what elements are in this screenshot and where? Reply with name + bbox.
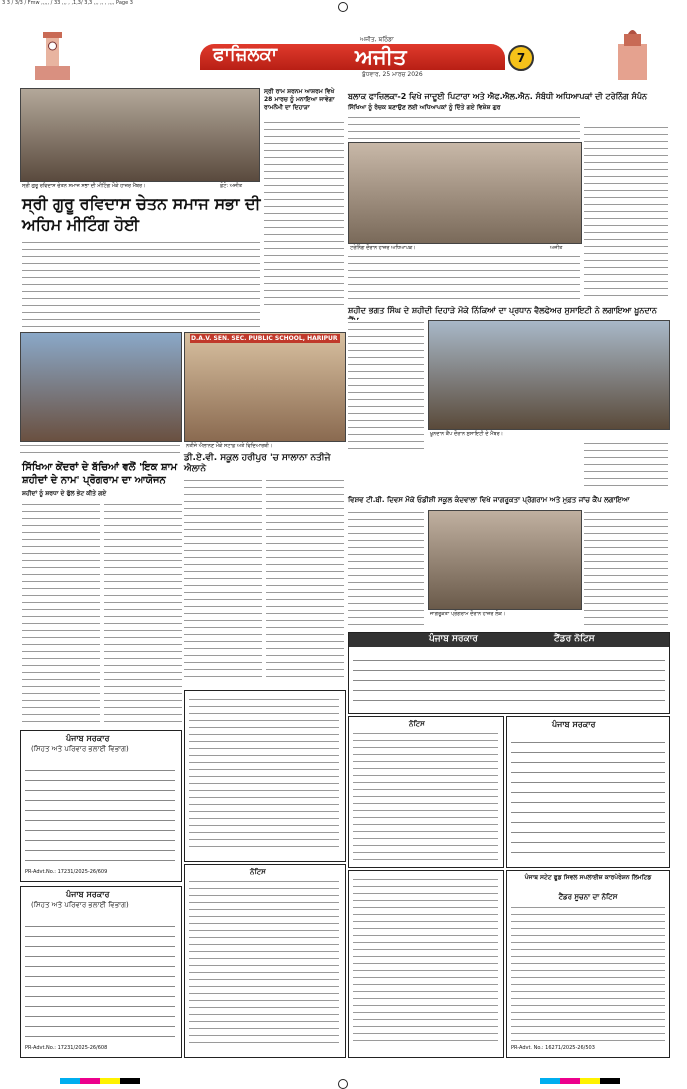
print-slug: 3 3 / 3/3 / Fmw ,,,,, / 33 ,,, , ,1,3/ 3,3 ,,, ,, , ,,,, Page 3 <box>2 0 133 6</box>
photo-caption: ਟਰੇਨਿੰਗ ਦੌਰਾਨ ਹਾਜ਼ਰ ਅਧਿਆਪਕ। <box>350 245 416 251</box>
story-headline: ਸ੍ਰੀ ਰਾਮ ਸ਼ਰਨਮ ਆਸ਼ਰਮ ਵਿਖੇ 28 ਮਾਰਚ ਨੂੰ ਮਨਾਇਆ ਜਾਵੇਗਾ ਰਾਮਨੌਮੀ ਦਾ ਦਿਹਾੜਾ <box>264 88 335 111</box>
tender-table <box>353 651 665 707</box>
ad-department: (ਸਿਹਤ ਅਤੇ ਪਰਿਵਾਰ ਭਲਾਈ ਵਿਭਾਗ) <box>31 901 129 909</box>
ad-table <box>25 917 175 1037</box>
story-body <box>20 443 180 457</box>
health-ad <box>20 886 182 1058</box>
notice-ad <box>348 716 504 868</box>
clock-tower-illustration <box>30 26 75 84</box>
right-ad <box>506 716 670 868</box>
story-body <box>584 441 668 491</box>
health-ad <box>20 730 182 882</box>
notice-ad <box>348 870 504 1058</box>
photo-caption: ਸ੍ਰੀ ਗੁਰੂ ਰਵਿਦਾਸ ਚੇਤਨ ਸਮਾਜ ਸਭਾ ਦੀ ਮੀਟਿੰਗ ਮੌਕੇ ਹਾਜ਼ਰ ਮੈਂਬਰ। <box>22 183 146 189</box>
notice-ad <box>184 864 346 1058</box>
ad-title: ਪੰਜਾਬ ਸਟੇਟ ਫੂਡ ਸਿਵਲ ਸਪਲਾਈਜ਼ ਕਾਰਪੋਰੇਸ਼ਨ ਲਿਮਟਿਡ <box>524 874 652 881</box>
photo-credit: ਫ਼ੋਟੋ: ਅਜੀਤ <box>220 183 243 189</box>
story-body <box>584 125 668 300</box>
ad-pr-number: PR-Advt.No.: 17231/2025-26/608 <box>25 1045 108 1051</box>
tender-ad-title: ਪੰਜਾਬ ਸਰਕਾਰ <box>429 634 478 644</box>
ad-subtitle: ਟੈਂਡਰ ਸੂਚਨਾ ਦਾ ਨੋਟਿਸ <box>558 893 618 901</box>
story-photo <box>428 320 670 430</box>
story-headline: ਵਿਸ਼ਵ ਟੀ.ਬੀ. ਦਿਵਸ ਮੌਕੇ ਓਡੀਸ਼ੀ ਸਕੂਲ ਕੰਦਵਾਲਾ ਵਿਖੇ ਜਾਗਰੂਕਤਾ ਪ੍ਰੋਗਰਾਮ ਅਤੇ ਮੁਫ਼ਤ ਜਾਂਚ ਕੈਂਪ ਲਗਾਇਆ <box>348 496 630 504</box>
ad-government: ਪੰਜਾਬ ਸਰਕਾਰ <box>552 720 596 729</box>
story-photo <box>184 332 346 442</box>
story-body <box>182 240 260 330</box>
masthead-paper-title: ਅਜੀਤ <box>355 44 407 69</box>
story-body <box>104 502 182 727</box>
color-bar <box>60 1078 140 1084</box>
ad-government: ਪੰਜਾਬ ਸਰਕਾਰ <box>66 890 110 899</box>
masthead-subtitle: ਅਜੀਤ, ਬਠਿੰਡਾ <box>360 36 394 43</box>
story-body <box>184 478 262 678</box>
photo-caption: ਨਤੀਜੇ ਐਲਾਨਣ ਮੌਕੇ ਸਟਾਫ਼ ਅਤੇ ਵਿਦਿਆਰਥੀ। <box>186 443 273 449</box>
story-photo <box>348 142 582 244</box>
ad-table <box>25 761 175 861</box>
school-banner: D.A.V. SEN. SEC. PUBLIC SCHOOL, HARIPUR <box>190 334 340 343</box>
story-headline: ਬਲਾਕ ਫਾਜ਼ਿਲਕਾ-2 ਵਿਖੇ ਜਾਦੂਈ ਪਿਟਾਰਾ ਅਤੇ ਐਫ.ਐਲ.ਐਨ. ਸੰਬੰਧੀ ਅਧਿਆਪਕਾਂ ਦੀ ਟਰੇਨਿੰਗ ਸੰਪੰਨ <box>348 92 647 101</box>
story-headline: ਸਿੱਖਿਆ ਕੇਂਦਰਾਂ ਦੇ ਬੱਚਿਆਂ ਵਲੋਂ 'ਇਕ ਸ਼ਾਮ ਸ਼ਹੀਦਾਂ ਦੇ ਨਾਮ' ਪ੍ਰੋਗਰਾਮ ਦਾ ਆਯੋਜਨ <box>22 462 178 486</box>
story-body <box>584 510 668 628</box>
story-headline: ਸ਼ਹੀਦ ਭਗਤ ਸਿੰਘ ਦੇ ਸ਼ਹੀਦੀ ਦਿਹਾੜੇ ਮੌਕੇ ਨਿੱਕਿਆਂ ਦਾ ਪ੍ਰਧਾਨ ਵੈਲਫੇਅਰ ਸੁਸਾਇਟੀ ਨੇ ਲਗਾਇਆ ਖ਼ੂਨਦਾਨ <box>348 306 657 315</box>
ad-government: ਪੰਜਾਬ ਸਰਕਾਰ <box>66 734 110 743</box>
story-photo <box>20 332 182 442</box>
tender-ad <box>348 632 670 714</box>
story-body <box>348 254 580 300</box>
masthead-date: ਬੁੱਧਵਾਰ, 25 ਮਾਰਚ 2026 <box>362 71 423 78</box>
ad-pr-number: PR-Advt.No.: 17231/2025-26/609 <box>25 869 108 875</box>
story-photo <box>428 510 582 610</box>
notice-title: ਨੋਟਿਸ <box>250 868 266 876</box>
registration-mark <box>338 2 348 12</box>
tender-ad-notice: ਟੈਂਡਰ ਨੋਟਿਸ <box>554 634 595 644</box>
ad-pr-number: PR-Advt. No.: 16271/2025-26/503 <box>511 1045 595 1051</box>
story-body <box>22 502 100 727</box>
photo-credit: ਅਜੀਤ <box>550 245 563 251</box>
fort-illustration <box>610 26 655 84</box>
story-body <box>348 320 424 450</box>
photo-caption: ਜਾਗਰੂਕਤਾ ਪ੍ਰੋਗਰਾਮ ਦੌਰਾਨ ਹਾਜ਼ਰ ਲੋਕ। <box>430 611 506 617</box>
story-subhead: ਸ਼ਹੀਦਾਂ ਨੂੰ ਸ਼ਰਧਾ ਦੇ ਫੁੱਲ ਭੇਟ ਕੀਤੇ ਗਏ <box>22 490 107 497</box>
photo-caption: ਖ਼ੂਨਦਾਨ ਕੈਂਪ ਦੌਰਾਨ ਸੁਸਾਇਟੀ ਦੇ ਮੈਂਬਰ। <box>430 431 504 437</box>
story-headline: ਡੀ.ਏ.ਵੀ. ਸਕੂਲ ਹਰੀਪੁਰ 'ਚ ਸਾਲਾਨਾ ਨਤੀਜੇ ਐਲਾਨੇ <box>184 453 331 474</box>
story-body <box>348 510 424 628</box>
notice-ad <box>184 690 346 862</box>
story-body <box>266 478 344 678</box>
right-ad <box>506 870 670 1058</box>
story-subhead: ਸਿੱਖਿਆ ਨੂੰ ਰੋਚਕ ਬਣਾਉਣ ਲਈ ਅਧਿਆਪਕਾਂ ਨੂੰ ਦਿੱਤੇ ਗਏ ਵਿਸ਼ੇਸ਼ ਗੁਰ <box>348 104 501 111</box>
ad-department: (ਸਿਹਤ ਅਤੇ ਪਰਿਵਾਰ ਭਲਾਈ ਵਿਭਾਗ) <box>31 745 129 753</box>
ad-table <box>511 733 665 861</box>
notice-title: ਨੋਟਿਸ <box>409 720 425 728</box>
page-number-badge: 7 <box>508 45 534 71</box>
story-body <box>348 115 580 139</box>
story-body <box>264 120 344 310</box>
masthead-city-title: ਫਾਜ਼ਿਲਕਾ <box>213 44 278 65</box>
story-photo <box>20 88 260 182</box>
color-bar <box>540 1078 620 1084</box>
story-headline: ਸ੍ਰੀ ਗੁਰੂ ਰਵਿਦਾਸ ਚੇਤਨ ਸਮਾਜ ਸਭਾ ਦੀ ਅਹਿਮ ਮੀਟਿੰਗ ਹੋਈ <box>22 194 261 234</box>
registration-mark <box>338 1079 348 1089</box>
